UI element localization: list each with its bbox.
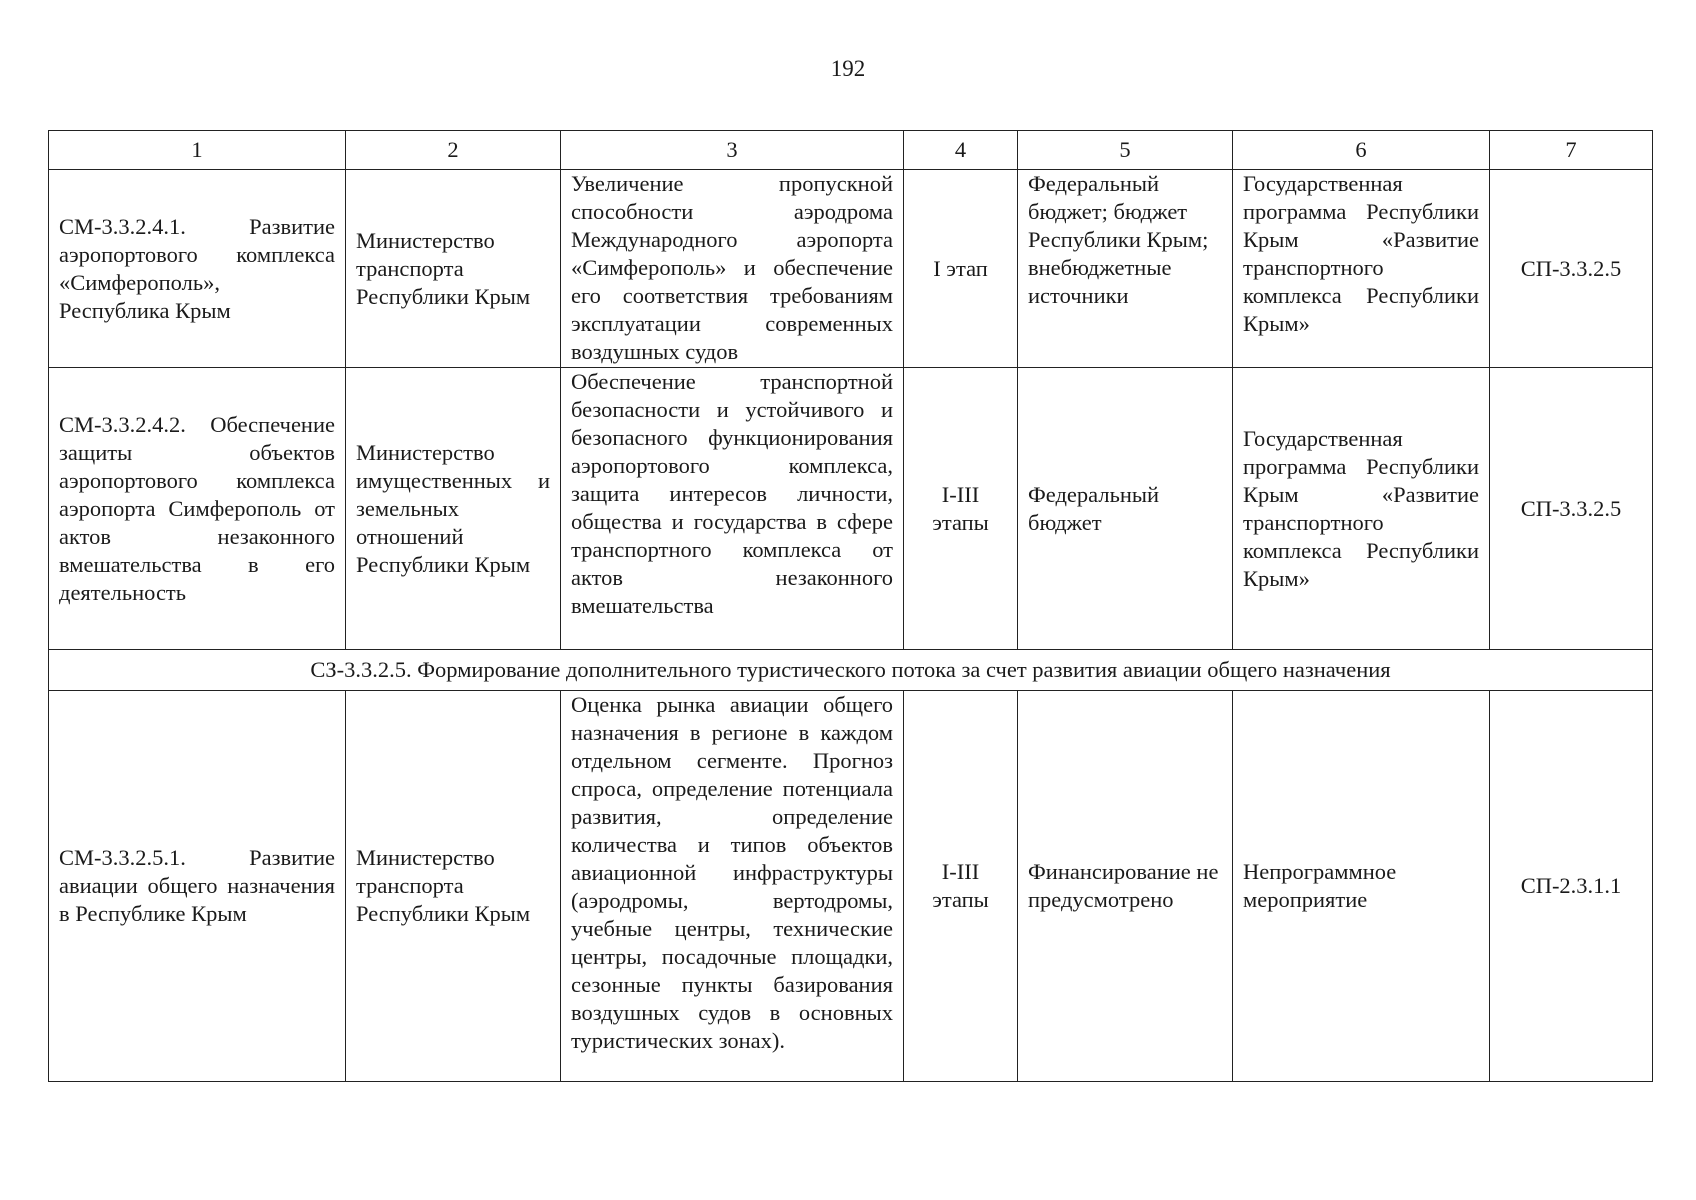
- measures-table: [48, 130, 1653, 1082]
- link-cell: СП-3.3.2.5: [1490, 368, 1653, 650]
- funding-cell: Федеральный бюджет; бюджет Республики Крым; внебюджетные источники: [1018, 170, 1233, 368]
- column-number-row: [49, 131, 1653, 170]
- executor-cell: Министерство транспорта Республики Крым: [346, 170, 561, 368]
- column-header: 3: [561, 131, 904, 170]
- program-cell: Непрограммное мероприятие: [1233, 691, 1490, 1082]
- table-row: [49, 368, 1653, 650]
- column-header: 5: [1018, 131, 1233, 170]
- measure-cell: СМ-3.3.2.5.1. Развитие авиации общего назначения в Республике Крым: [49, 691, 346, 1082]
- link-cell: СП-3.3.2.5: [1490, 170, 1653, 368]
- program-cell: Государственная программа Республики Крым «Развитие транспортного комплекса Республики Крым»: [1233, 368, 1490, 650]
- column-header: 7: [1490, 131, 1653, 170]
- column-header: 1: [49, 131, 346, 170]
- stage-cell: I этап: [904, 170, 1018, 368]
- measure-cell: СМ-3.3.2.4.1. Развитие аэропортового комплекса «Симферополь», Республика Крым: [49, 170, 346, 368]
- executor-cell: Министерство имущественных и земельных отношений Республики Крым: [346, 368, 561, 650]
- program-cell: Государственная программа Республики Крым «Развитие транспортного комплекса Республики Крым»: [1233, 170, 1490, 368]
- column-header: 6: [1233, 131, 1490, 170]
- table-row: [49, 691, 1653, 1082]
- measure-cell: СМ-3.3.2.4.2. Обеспечение защиты объектов аэропортового комплекса аэропорта Симферополь от актов незаконного вмешательства в его деятельность: [49, 368, 346, 650]
- section-title: СЗ-3.3.2.5. Формирование дополнительного туристического потока за счет развития авиации общего назначения: [49, 650, 1653, 691]
- funding-cell: Федеральный бюджет: [1018, 368, 1233, 650]
- page-number: 192: [830, 56, 866, 81]
- link-cell: СП-2.3.1.1: [1490, 691, 1653, 1082]
- stage-cell: I-III этапы: [904, 691, 1018, 1082]
- column-header: 4: [904, 131, 1018, 170]
- content-cell: Увеличение пропускной способности аэродрома Международного аэропорта «Симферополь» и обеспечение его соответствия требованиям эксплуатации современных воздушных судов: [561, 170, 904, 368]
- section-row: [49, 650, 1653, 691]
- funding-cell: Финансирование не предусмотрено: [1018, 691, 1233, 1082]
- table-row: [49, 170, 1653, 368]
- content-cell: Оценка рынка авиации общего назначения в регионе в каждом отдельном сегменте. Прогноз спроса, определение потенциала развития, определение количества и типов объектов авиационной инфраструктуры (аэродромы, вертодромы, учебные центры, технические центры, посадочные площадки, сезонные пункты базирования воздушных судов в основных туристических зонах).: [561, 691, 904, 1082]
- stage-cell: I-III этапы: [904, 368, 1018, 650]
- content-cell: Обеспечение транспортной безопасности и устойчивого и безопасного функционирования аэропортового комплекса, защита интересов личности, общества и государства в сфере транспортного комплекса от актов незаконного вмешательства: [561, 368, 904, 650]
- executor-cell: Министерство транспорта Республики Крым: [346, 691, 561, 1082]
- column-header: 2: [346, 131, 561, 170]
